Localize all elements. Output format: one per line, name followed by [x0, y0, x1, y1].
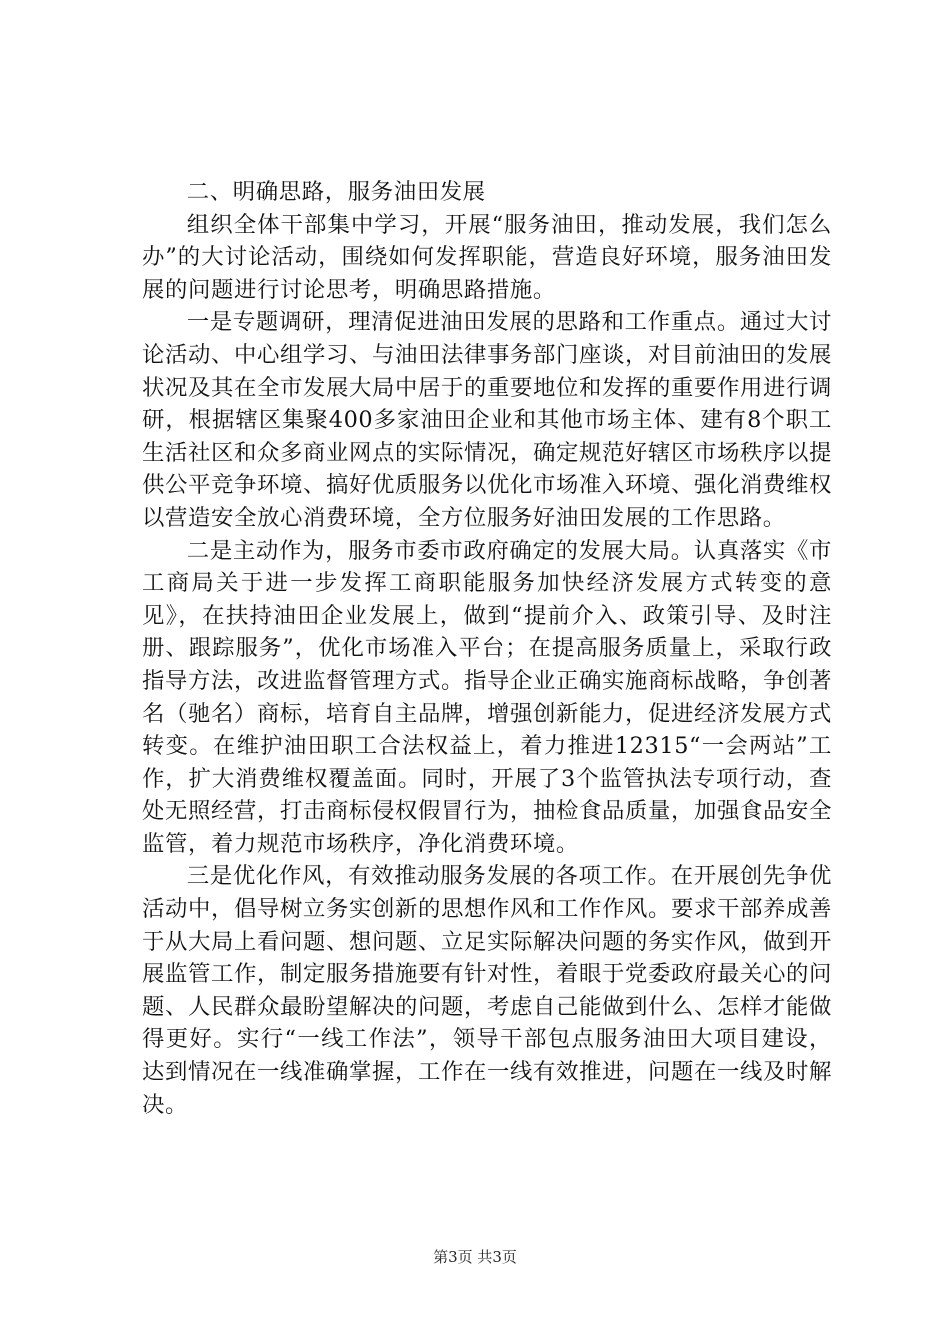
section-heading: 二、明确思路，服务油田发展 — [186, 179, 486, 205]
paragraph-point-one: 一是专题调研，理清促进油田发展的思路和工作重点。通过大讨论活动、中心组学习、与油田法律事务部门座谈，对目前油田的发展状况及其在全市发展大局中居于的重要地位和发挥的重要作用进行调研，根据辖区集聚400多家油田企业和其他市场主体、建有8个职工生活社区和众多商业网点的实际情况，确定规范好辖区市场秩序以提供公平竞争环境、搞好优质服务以优化市场准入环境、强化消费维权以营造安全放心消费环境，全方位服务好油田发展的工作思路。 — [142, 309, 832, 531]
document-body — [142, 176, 832, 1121]
page-number-footer: 第3页 共3页 — [433, 1248, 517, 1266]
paragraph-point-two: 二是主动作为，服务市委市政府确定的发展大局。认真落实《市工商局关于进一步发挥工商职能服务加快经济发展方式转变的意见》，在扶持油田企业发展上，做到“提前介入、政策引导、及时注册、跟踪服务”，优化市场准入平台；在提高服务质量上，采取行政指导方法，改进监督管理方式。指导企业正确实施商标战略，争创著名（驰名）商标，培育自主品牌，增强创新能力，促进经济发展方式转变。在维护油田职工合法权益上，着力推进12315“一会两站”工作，扩大消费维权覆盖面。同时，开展了3个监管执法专项行动，查处无照经营，打击商标侵权假冒行为，抽检食品质量，加强食品安全监管，着力规范市场秩序，净化消费环境。 — [142, 537, 832, 857]
paragraph-point-three: 三是优化作风，有效推动服务发展的各项工作。在开展创先争优活动中，倡导树立务实创新的思想作风和工作作风。要求干部养成善于从大局上看问题、想问题、立足实际解决问题的务实作风，做到开展监管工作，制定服务措施要有针对性，着眼于党委政府最关心的问题、人民群众最盼望解决的问题，考虑自己能做到什么、怎样才能做得更好。实行“一线工作法”，领导干部包点服务油田大项目建设，达到情况在一线准确掌握，工作在一线有效推进，问题在一线及时解决。 — [142, 863, 832, 1118]
paragraph-intro: 组织全体干部集中学习，开展“服务油田，推动发展，我们怎么办”的大讨论活动，围绕如何发挥职能，营造良好环境，服务油田发展的问题进行讨论思考，明确思路措施。 — [142, 211, 832, 303]
